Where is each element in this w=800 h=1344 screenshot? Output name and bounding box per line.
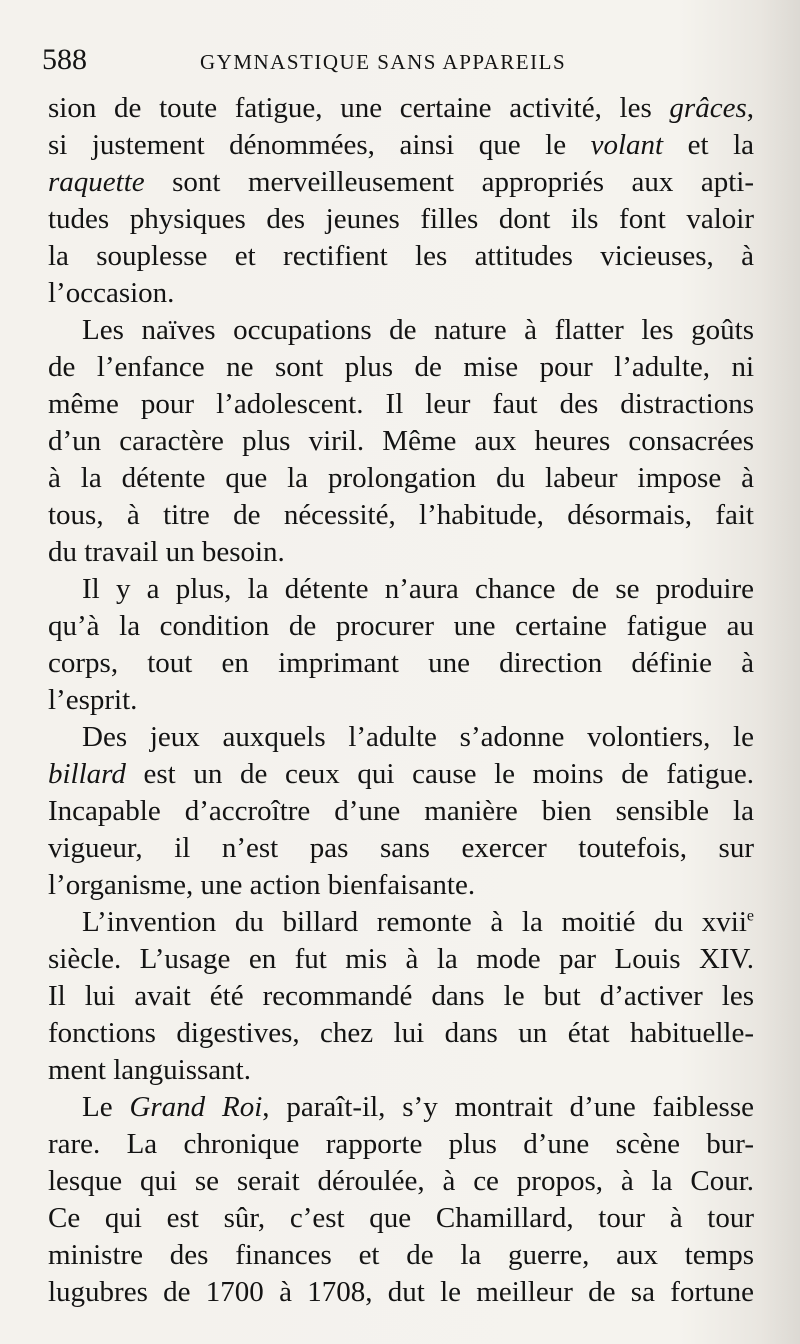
- text-line: [48, 978, 754, 1015]
- running-head: GYMNASTIQUE SANS APPAREILS: [200, 50, 567, 74]
- italic-text: grâces: [669, 92, 747, 124]
- italic-text: volant: [590, 129, 664, 161]
- text-run: Il lui avait été recommandé dans le but d’activer les: [48, 980, 754, 1012]
- text-run: et la: [663, 129, 755, 161]
- text-run: rare. La chronique rapporte plus d’une scène bur-: [48, 1128, 754, 1160]
- text-run: , paraît-il, s’y montrait d’une faiblesse: [262, 1091, 754, 1123]
- text-run: qu’à la condition de procurer une certaine fatigue au: [48, 610, 754, 642]
- text-run: de l’enfance ne sont plus de mise pour l’adulte, ni: [48, 351, 754, 383]
- text-run: du travail un besoin.: [48, 536, 285, 568]
- text-run: sont merveilleusement appropriés aux apti-: [144, 166, 754, 198]
- text-line: [48, 571, 754, 608]
- text-run: est un de ceux qui cause le moins de fatigue.: [125, 758, 754, 790]
- text-run: Incapable d’accroître d’une manière bien sensible la: [48, 795, 754, 827]
- text-run: l’esprit.: [48, 684, 138, 716]
- text-line: [48, 275, 754, 312]
- page-number: 588: [42, 43, 87, 76]
- text-line: [48, 830, 754, 867]
- text-run: Ce qui est sûr, c’est que Chamillard, tour à tour: [48, 1202, 754, 1234]
- text-line: [48, 423, 754, 460]
- text-run: Des jeux auxquels l’adulte s’adonne volontiers, le: [82, 721, 754, 753]
- text-line: [48, 608, 754, 645]
- italic-text: raquette: [48, 166, 145, 198]
- text-line: [48, 349, 754, 386]
- text-line: [48, 201, 754, 238]
- text-line: [48, 1163, 754, 1200]
- text-line: [48, 941, 754, 978]
- text-run: fonctions digestives, chez lui dans un état habituelle-: [48, 1017, 754, 1049]
- text-run: d’un caractère plus viril. Même aux heures consacrées: [48, 425, 754, 457]
- page-header: [42, 40, 762, 80]
- text-line: [48, 904, 754, 941]
- text-line: [48, 238, 754, 275]
- text-run: ment languissant.: [48, 1054, 251, 1086]
- italic-text: Grand Roi: [129, 1091, 263, 1123]
- text-run: tudes physiques des jeunes filles dont ils font valoir: [48, 203, 754, 235]
- text-run: l’organisme, une action bienfaisante.: [48, 869, 476, 901]
- text-line: [48, 1052, 754, 1089]
- text-run: Le: [82, 1091, 130, 1123]
- text-line: [48, 1089, 754, 1126]
- text-line: [48, 1015, 754, 1052]
- text-run: vigueur, il n’est pas sans exercer toutefois, sur: [48, 832, 754, 864]
- text-line: [48, 386, 754, 423]
- text-line: [48, 90, 754, 127]
- text-run: corps, tout en imprimant une direction définie à: [48, 647, 754, 679]
- text-line: [48, 645, 754, 682]
- text-line: [48, 756, 754, 793]
- text-line: [48, 719, 754, 756]
- text-line: [48, 534, 754, 571]
- text-run: l’occasion.: [48, 277, 175, 309]
- text-line: [48, 1237, 754, 1274]
- text-line: [48, 127, 754, 164]
- text-line: [48, 793, 754, 830]
- text-line: [48, 497, 754, 534]
- text-run: sion de toute fatigue, une certaine activité, les: [48, 92, 670, 124]
- text-run: Il y a plus, la détente n’aura chance de se produire: [82, 573, 754, 605]
- text-run: L’invention du billard remonte à la moitié du xvii: [82, 906, 747, 938]
- text-run: siècle. L’usage en fut mis à la mode par Louis XIV.: [48, 943, 754, 975]
- text-line: [48, 867, 754, 904]
- italic-text: billard: [48, 758, 126, 790]
- text-run: si justement dénommées, ainsi que le: [48, 129, 591, 161]
- text-run: ,: [746, 92, 754, 124]
- text-line: [48, 312, 754, 349]
- text-run: tous, à titre de nécessité, l’habitude, désormais, fait: [48, 499, 754, 531]
- text-run: Les naïves occupations de nature à flatter les goûts: [82, 314, 754, 346]
- body-text: [48, 90, 754, 1311]
- text-line: [48, 460, 754, 497]
- text-line: [48, 1200, 754, 1237]
- text-run: lesque qui se serait déroulée, à ce propos, à la Cour.: [48, 1165, 754, 1197]
- text-run: à la détente que la prolongation du labeur impose à: [48, 462, 754, 494]
- text-run: même pour l’adolescent. Il leur faut des distractions: [48, 388, 754, 420]
- text-line: [48, 682, 754, 719]
- text-line: [48, 1126, 754, 1163]
- text-run: ministre des finances et de la guerre, aux temps: [48, 1239, 754, 1271]
- superscript-text: e: [746, 907, 754, 925]
- text-line: [48, 1274, 754, 1311]
- text-line: [48, 164, 754, 201]
- text-run: lugubres de 1700 à 1708, dut le meilleur de sa fortune: [48, 1276, 754, 1308]
- text-run: la souplesse et rectifient les attitudes vicieuses, à: [48, 240, 754, 272]
